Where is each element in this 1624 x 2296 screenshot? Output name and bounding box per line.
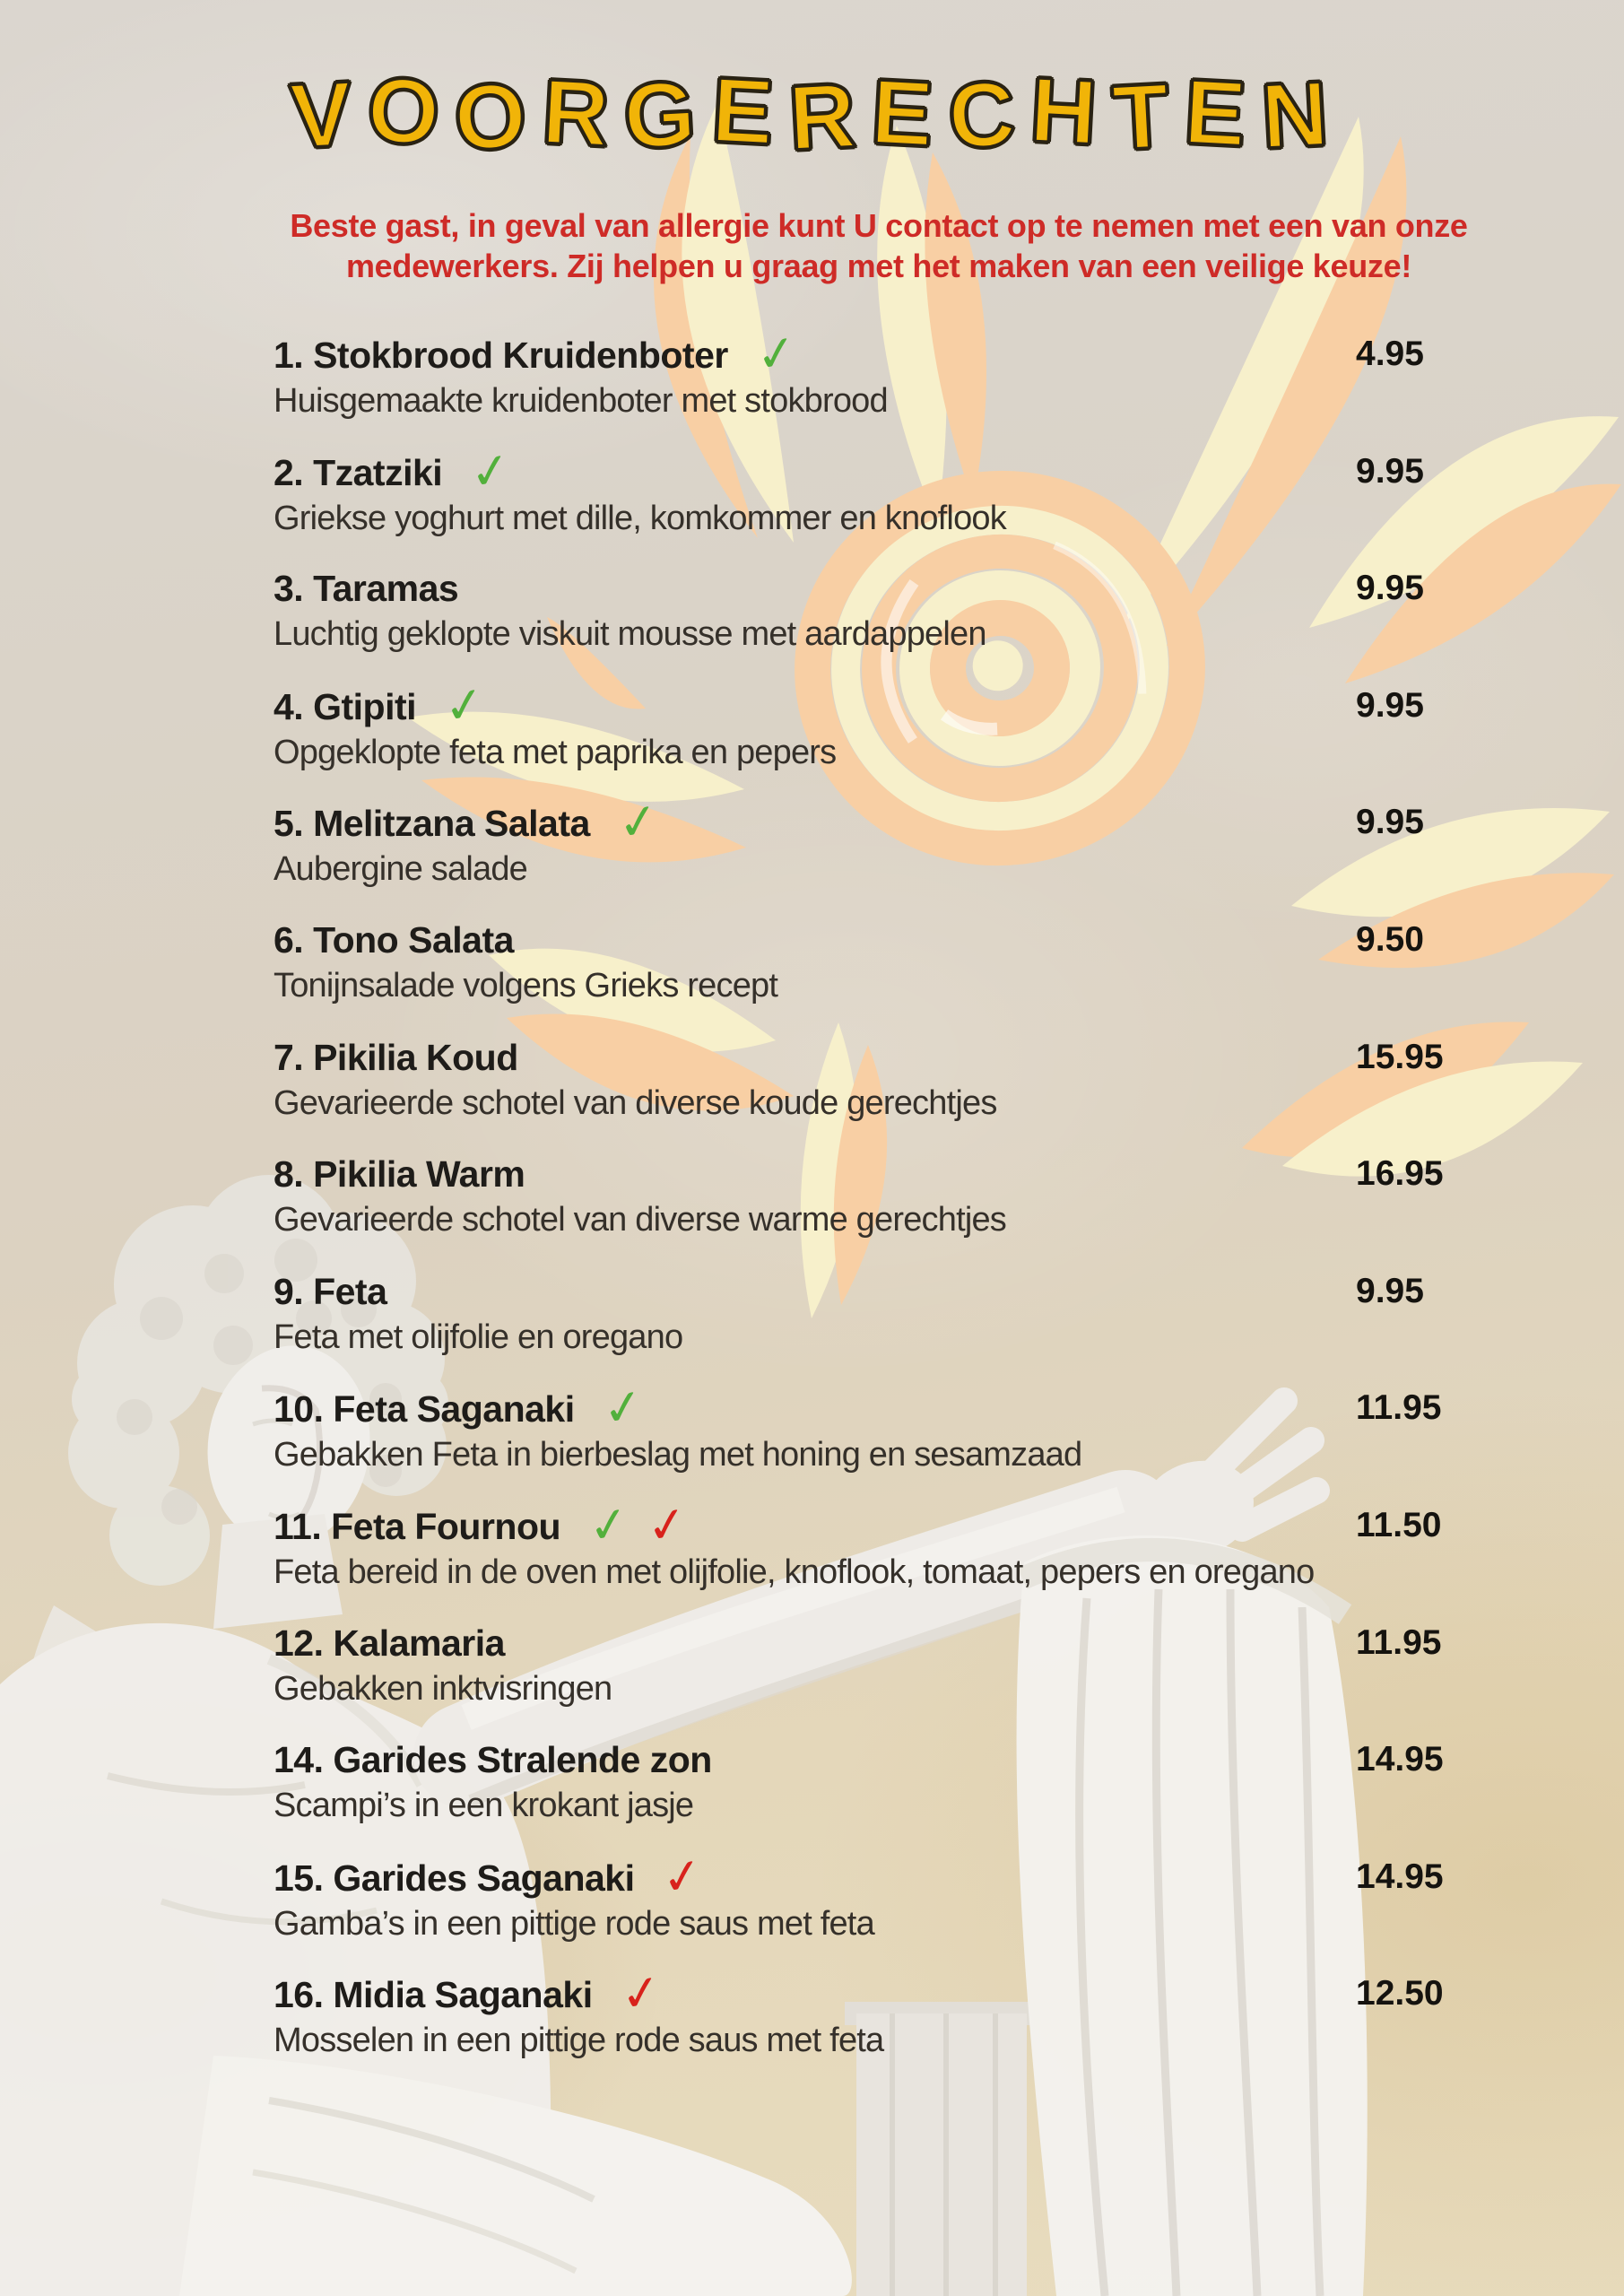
page-title-letter: R xyxy=(786,63,864,170)
menu-item xyxy=(274,442,1424,538)
page-title-letter: E xyxy=(868,60,941,166)
check-green-icon: ✓ xyxy=(466,442,515,501)
page-title-letter: O xyxy=(365,57,447,165)
item-price: 9.95 xyxy=(1356,569,1424,607)
item-price: 9.95 xyxy=(1356,803,1424,841)
item-price: 12.50 xyxy=(1356,1974,1444,2013)
menu-item xyxy=(274,676,1424,772)
item-name: 11. Feta Fournou xyxy=(274,1506,561,1547)
menu-item xyxy=(274,1496,1442,1592)
check-red-icon: ✓ xyxy=(616,1964,664,2023)
item-name: 8. Pikilia Warm xyxy=(274,1153,525,1195)
page-title-letter: N xyxy=(1259,61,1336,169)
item-name: 2. Tzatziki xyxy=(274,452,443,493)
item-description: Huisgemaakte kruidenboter met stokbrood xyxy=(274,382,888,420)
check-green-icon: ✓ xyxy=(752,325,800,384)
allergy-notice-line1: Beste gast, in geval van allergie kunt U contact op te nemen met een van onze xyxy=(290,207,1468,244)
check-red-icon: ✓ xyxy=(643,1496,690,1555)
item-name: 4. Gtipiti xyxy=(274,686,416,727)
page-title-letter: R xyxy=(539,59,617,167)
item-description: Opgeklopte feta met paprika en pepers xyxy=(274,734,837,771)
item-name: 7. Pikilia Koud xyxy=(274,1037,518,1078)
menu-item xyxy=(274,568,1424,654)
item-description: Gamba’s in een pittige rode saus met feta xyxy=(274,1905,874,1943)
page-title-letter: G xyxy=(621,61,704,169)
page-title-letter: E xyxy=(709,58,782,164)
item-price: 16.95 xyxy=(1356,1154,1444,1193)
page-title-letter: O xyxy=(452,63,534,170)
item-price: 9.95 xyxy=(1356,452,1424,491)
item-name: 6. Tono Salata xyxy=(274,919,514,961)
item-price: 11.95 xyxy=(1356,1388,1442,1427)
item-price: 14.95 xyxy=(1356,1857,1444,1896)
item-description: Aubergine salade xyxy=(274,850,527,888)
item-description: Gebakken Feta in bierbeslag met honing en sesamzaad xyxy=(274,1436,1082,1474)
check-green-icon: ✓ xyxy=(598,1378,647,1438)
item-price: 15.95 xyxy=(1356,1038,1444,1076)
item-price: 4.95 xyxy=(1356,335,1424,373)
menu-item xyxy=(274,1739,1444,1825)
menu-item xyxy=(274,1153,1444,1239)
item-description: Gebakken inktvisringen xyxy=(274,1670,612,1708)
page-title-letter: V xyxy=(288,62,360,168)
item-description: Scampi’s in een krokant jasje xyxy=(274,1787,694,1824)
page-title xyxy=(0,57,1624,170)
item-price: 9.95 xyxy=(1356,1272,1424,1310)
allergy-notice xyxy=(135,206,1623,286)
menu-item xyxy=(274,1964,1444,2060)
item-name: 15. Garides Saganaki xyxy=(274,1857,635,1899)
menu-item xyxy=(274,919,1424,1005)
check-green-icon: ✓ xyxy=(585,1496,633,1555)
menu-item xyxy=(274,1037,1444,1123)
page-title-letter: C xyxy=(945,61,1023,169)
item-description: Mosselen in een pittige rode saus met feta xyxy=(274,2022,884,2059)
menu-item xyxy=(274,1848,1444,1944)
item-price: 11.50 xyxy=(1356,1506,1442,1544)
page-title-letter: H xyxy=(1028,57,1106,165)
item-name: 10. Feta Saganaki xyxy=(274,1388,575,1430)
item-description: Feta met olijfolie en oregano xyxy=(274,1318,683,1356)
item-name: 1. Stokbrood Kruidenboter xyxy=(274,335,728,376)
page-title-letter: E xyxy=(1182,60,1255,166)
item-name: 12. Kalamaria xyxy=(274,1622,505,1664)
item-description: Gevarieerde schotel van diverse warme gerechtjes xyxy=(274,1201,1007,1239)
allergy-notice-line2: medewerkers. Zij helpen u graag met het maken van een veilige keuze! xyxy=(345,247,1412,284)
item-description: Gevarieerde schotel van diverse koude gerechtjes xyxy=(274,1084,997,1122)
menu-item xyxy=(274,793,1424,889)
menu-item xyxy=(274,1378,1442,1474)
item-name: 14. Garides Stralende zon xyxy=(274,1739,712,1780)
menu-item xyxy=(274,325,1424,421)
item-description: Luchtig geklopte viskuit mousse met aardappelen xyxy=(274,615,986,653)
item-name: 3. Taramas xyxy=(274,568,459,609)
menu-item xyxy=(274,1271,1424,1357)
item-description: Griekse yoghurt met dille, komkommer en knoflook xyxy=(274,500,1006,537)
item-price: 9.50 xyxy=(1356,920,1424,959)
item-name: 9. Feta xyxy=(274,1271,387,1312)
item-price: 11.95 xyxy=(1356,1623,1442,1662)
menu-item xyxy=(274,1622,1442,1709)
item-price: 9.95 xyxy=(1356,686,1424,725)
item-name: 5. Melitzana Salata xyxy=(274,803,590,844)
item-description: Feta bereid in de oven met olijfolie, knoflook, tomaat, pepers en oregano xyxy=(274,1553,1315,1591)
check-green-icon: ✓ xyxy=(614,793,662,852)
item-description: Tonijnsalade volgens Grieks recept xyxy=(274,967,778,1004)
item-price: 14.95 xyxy=(1356,1740,1444,1779)
item-name: 16. Midia Saganaki xyxy=(274,1974,593,2015)
check-green-icon: ✓ xyxy=(440,676,489,735)
check-red-icon: ✓ xyxy=(658,1848,707,1907)
page-title-letter: T xyxy=(1110,64,1177,170)
